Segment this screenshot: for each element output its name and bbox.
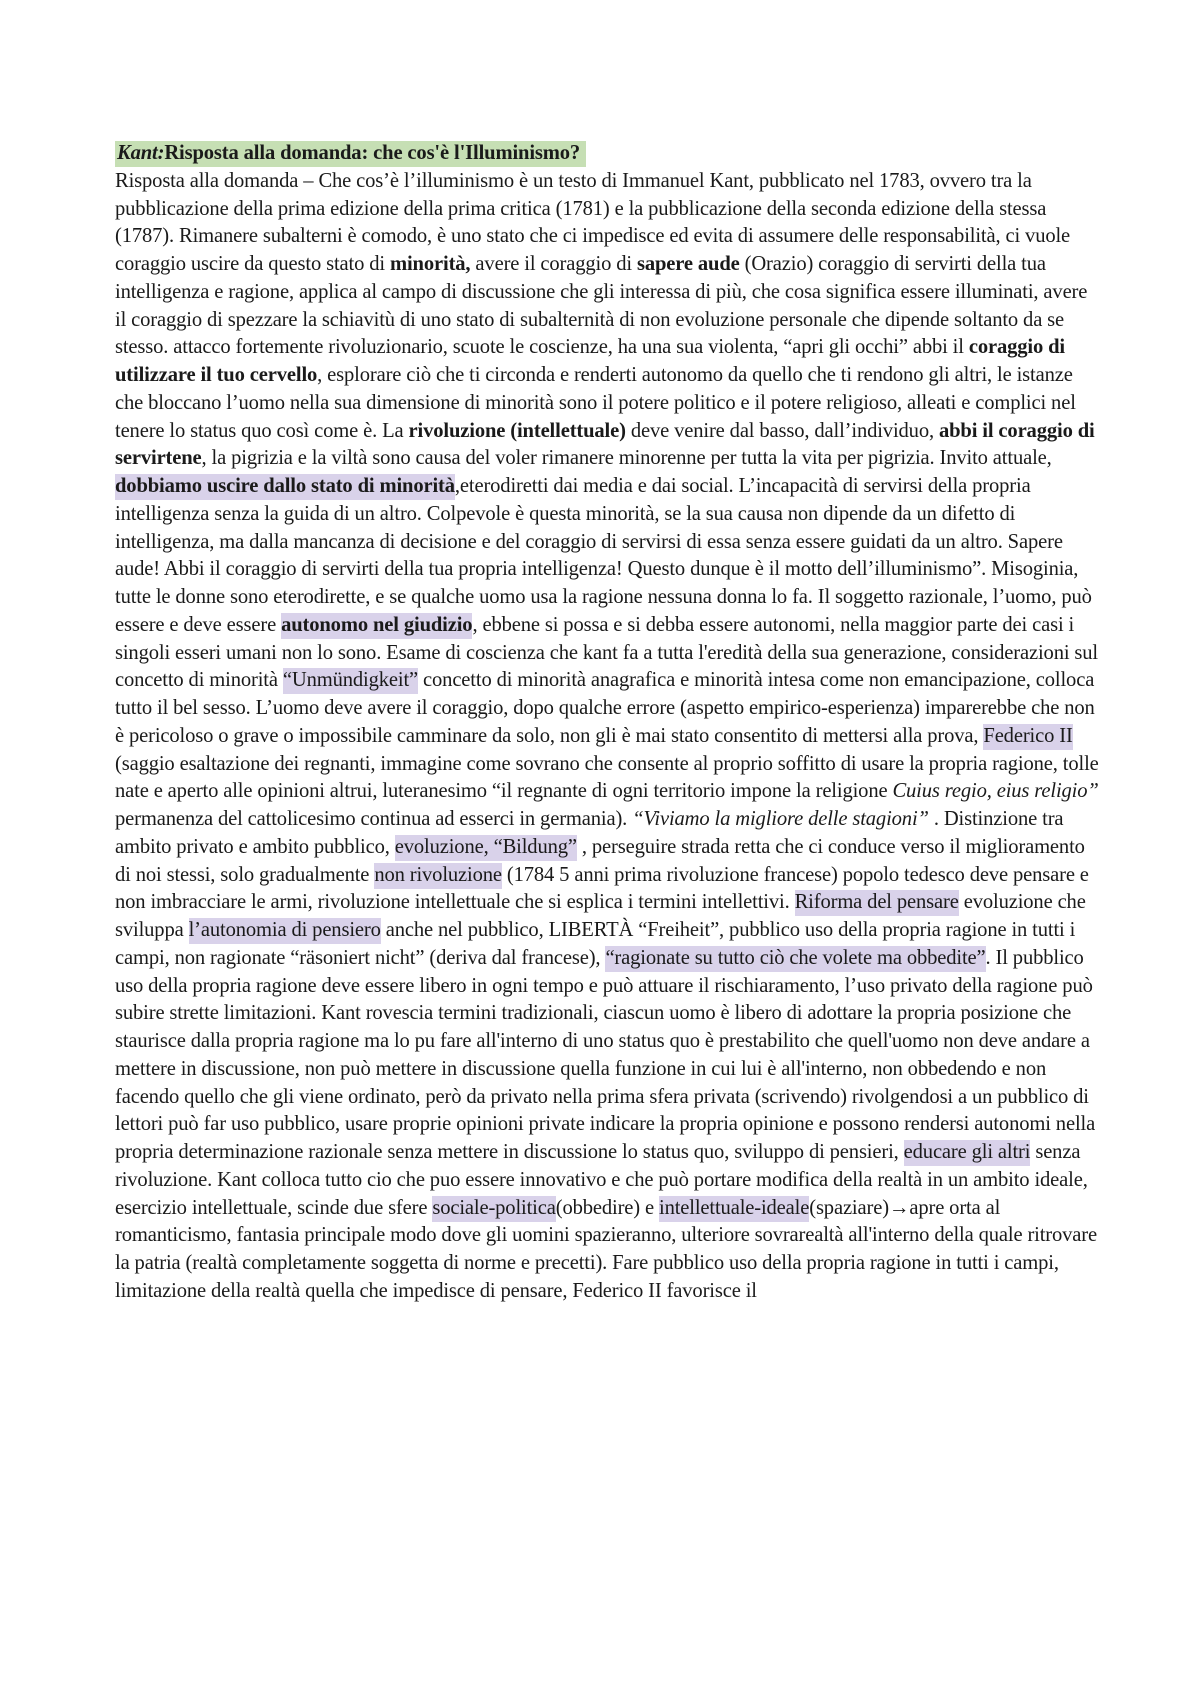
title-text: Risposta alla domanda: che cos'è l'Illuminismo? [164, 142, 581, 164]
body-text-segment: , esplorare ciò che ti circonda e renderti autonomo da quello che ti rendono gli altri, le istanze che bloccano l’uomo nella sua dimensione di minorità sono il potere politico e il potere religioso, alleati e complici nel tenere lo status quo così come è. La [115, 364, 1076, 442]
bold-text: rivoluzione (intellettuale) [408, 419, 626, 442]
highlighted-text: educare gli altri [904, 1140, 1031, 1166]
body-text-segment: avere il coraggio di [470, 253, 637, 275]
highlighted-text: evoluzione, “Bildung” [395, 835, 577, 861]
highlighted-text: non rivoluzione [374, 863, 502, 889]
body-text-segment: (saggio esaltazione dei regnanti, immagine come sovrano che consente al proprio soffitto di usare la propria ragione, tolle nate e aperto alle opinioni altrui, luteranesimo “il regnante di ogni territorio impone la religione [115, 752, 1099, 803]
bold-text: sapere aude [636, 253, 740, 275]
highlighted-text: Federico II [983, 724, 1072, 750]
document-title [115, 140, 1101, 168]
body-paragraph [115, 168, 1101, 1306]
body-text-segment: . Il pubblico uso della propria ragione deve essere libero in ogni tempo e può attuare il rischiaramento, l’uso privato della ragione può subire strette limitazioni. Kant rovescia termini tradizionali, ciascun uomo è libero di adottare la propria posizione che staurisce dalla propria ragione ma lo pu fare all'interno di uno status quo è prestabilito che quell'uomo non deve andare a mettere in discussione, non può mettere in discussione quella funzione in cui lui è all'interno, non obbedendo e non facendo quello che gli viene ordinato, però da privato nella prima sfera privata (scrivendo) rivolgendosi a un pubblico di lettori può far uso pubblico, usare proprie opinioni private indicare la propria opinione e possono rendersi autonomi nella propria determinazione razionale senza mettere in discussione lo status quo, sviluppo di pensieri, [115, 946, 1096, 1163]
highlighted-text: sociale-politica [432, 1196, 555, 1222]
title-author: Kant: [117, 142, 165, 164]
body-text-segment: (spaziare)→apre orta al romanticismo, fantasia principale modo dove gli uomini spazieranno, ulteriore sovrarealtà all'interno della quale ritrovare la patria (realtà completamente soggetta di norme e precetti). Fare pubblico uso della propria ragione in tutti i campi, limitazione della realtà quella che impedisce di pensare, Federico II favorisce il [115, 1196, 1097, 1302]
body-text-segment: Risposta alla domanda – Che cos’è l’illuminismo è un testo di Immanuel Kant, pubblicato nel 1783, ovvero tra la pubblicazione della prima edizione della prima critica (1781) e la pubblicazione della seconda edizione della stessa (1787). Rimanere subalterni è comodo, è uno stato che ci impedisce ed evita di assumere delle responsabilità, ci vuole coraggio uscire da questo stato di [115, 169, 1071, 275]
body-text-segment: senza rivoluzione. Kant colloca tutto cio che puo essere innovativo e che può portare modifica della realtà in un ambito ideale, esercizio intellettuale, scinde due sfere [115, 1141, 1088, 1219]
highlighted-text: “Unmündigkeit” [283, 668, 418, 694]
bold-text: abbi il coraggio di servirtene [115, 419, 1095, 470]
bold-text: minorità, [389, 253, 471, 275]
body-text-segment: , la pigrizia e la viltà sono causa del voler rimanere minorenne per tutta la vita per pigrizia. Invito attuale, [201, 447, 1052, 470]
body-text-segment: , ebbene si possa e si debba essere autonomi, nella maggior parte dei casi i singoli esseri umani non lo sono. Esame di coscienza che kant fa a tutta l'eredità della sua generazione, considerazioni sul concetto di minorità [115, 613, 1098, 692]
italic-text: Cuius regio, eius religio” [892, 780, 1099, 803]
body-text-segment: evoluzione che sviluppa [115, 891, 1086, 941]
highlighted-text: “ragionate su tutto ciò che volete ma obbedite” [605, 946, 985, 972]
body-text-segment: ,eterodiretti dai media e dai social. L’incapacità di servirsi della propria intelligenza senza la guida di un altro. Colpevole è questa minorità, se la sua causa non dipende da un difetto di intelligenza, ma dalla mancanza di decisione e del coraggio di servirsi di essa senza essere guidati da un altro. Sapere aude! Abbi il coraggio di servirti della tua propria intelligenza! Questo dunque è il motto dell’illuminismo”. Misoginia, tutte le donne sono eterodirette, e se qualche uomo usa la ragione nessuna donna lo fa. Il soggetto razionale, l’uomo, può essere e deve essere [115, 475, 1092, 636]
highlighted-text: intellettuale-ideale [659, 1196, 809, 1222]
body-text-segment: deve venire dal basso, dall’individuo, [625, 419, 939, 442]
body-text-segment: , perseguire strada retta che ci conduce verso il miglioramento di noi stessi, solo gradualmente [115, 835, 1085, 886]
document-content [115, 140, 1101, 1306]
highlighted-bold-text: dobbiamo uscire dallo stato di minorità [115, 474, 455, 500]
body-text-segment: . Distinzione tra ambito privato e ambito pubblico, [115, 808, 1064, 858]
bold-text: coraggio di utilizzare il tuo cervello [115, 336, 1065, 386]
body-text-segment: (obbedire) e [555, 1196, 659, 1219]
body-text-segment: (1784 5 anni prima rivoluzione francese) popolo tedesco deve pensare e non imbracciare le armi, rivoluzione intellettuale che si esplica i termini intellettivi. [115, 863, 1089, 914]
body-text-segment: (Orazio) coraggio di servirti della tua intelligenza e ragione, applica al campo di discussione che gli interessa di più, che cosa significa essere illuminati, avere il coraggio di spezzare la schiavitù di uno stato di subalternità di non evoluzione personale che dipende soltanto da se stesso. attacco fortemente rivoluzionario, scuote le coscienze, ha una sua violenta, “apri gli occhi” abbi il [115, 253, 1088, 359]
italic-text: “Viviamo la migliore delle stagioni” [632, 808, 929, 830]
highlighted-bold-text: autonomo nel giudizio [281, 613, 472, 639]
highlighted-text: l’autonomia di pensiero [189, 918, 381, 944]
highlighted-text: Riforma del pensare [795, 890, 959, 916]
body-text-segment: anche nel pubblico, LIBERTÀ “Freiheit”, pubblico uso della propria ragione in tutti i campi, non ragionate “räsoniert nicht” (deriva dal francese), [115, 919, 1076, 969]
title-highlight [115, 141, 586, 167]
body-text-segment: concetto di minorità anagrafica e minorità intesa come non emancipazione, colloca tutto il bel sesso. L’uomo deve avere il coraggio, dopo qualche errore (aspetto empirico-esperienza) imparerebbe che non è pericoloso o grave o impossibile camminare da solo, non gli è mai stato consentito di mettersi alla prova, [115, 669, 1095, 747]
body-text-segment: permanenza del cattolicesimo continua ad esserci in germania). [115, 808, 633, 830]
